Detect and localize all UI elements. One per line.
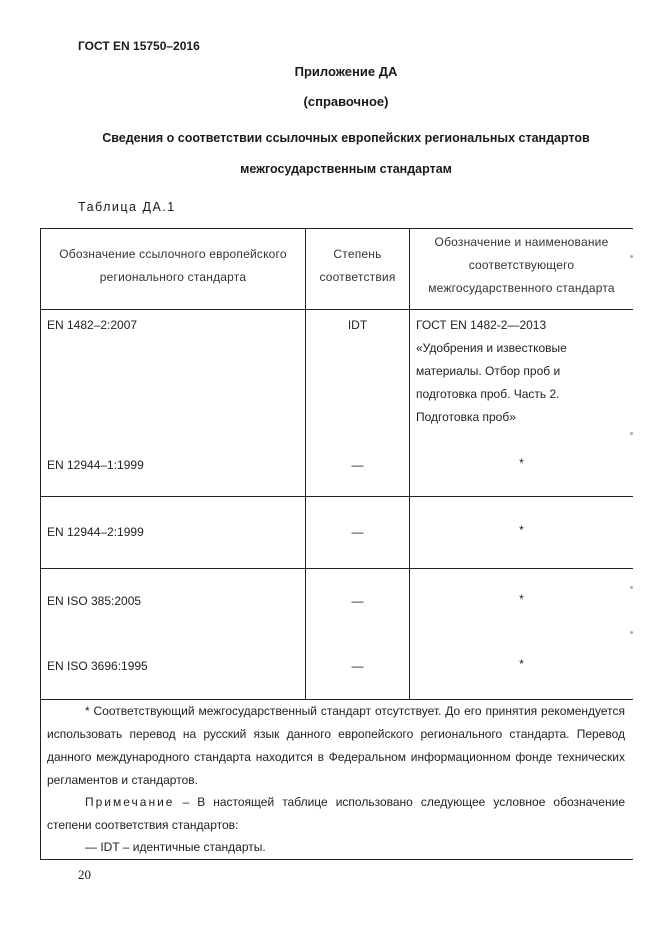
table-row-ref: EN ISO 385:2005 xyxy=(47,594,142,608)
table-row-degree: — xyxy=(351,525,364,539)
interstate-line: ГОСТ EN 1482-2—2013 xyxy=(416,318,547,332)
page-number: 20 xyxy=(78,867,91,882)
table-row-degree: — xyxy=(351,458,364,472)
table-row-interstate: * xyxy=(519,523,524,537)
header-bottom-line xyxy=(41,309,633,310)
table-row-ref: EN 1482–2:2007 xyxy=(47,318,138,332)
interstate-line: Подготовка проб» xyxy=(416,410,516,424)
table-row-ref: EN ISO 3696:1995 xyxy=(47,659,148,673)
edge-mark xyxy=(630,631,633,634)
document-title-line1: Сведения о соответствии ссылочных европейских региональных стандартов xyxy=(102,131,590,145)
edge-mark xyxy=(630,255,633,258)
row-line xyxy=(41,496,633,497)
table-row-degree: — xyxy=(351,659,364,673)
table-row-interstate: * xyxy=(519,456,524,470)
header-text: Обозначение и наименование xyxy=(434,235,609,249)
table-row-interstate xyxy=(416,314,567,429)
interstate-line: «Удобрения и известковые xyxy=(416,341,567,355)
table-row-ref: EN 12944–1:1999 xyxy=(47,458,144,472)
table-row-ref: EN 12944–2:1999 xyxy=(47,525,144,539)
header-text: Обозначение ссылочного европейского xyxy=(59,247,287,261)
header-text: Степень xyxy=(333,247,382,261)
table-note-item: — IDT – идентичные стандарты. xyxy=(85,840,266,854)
header-col-ref xyxy=(41,243,305,289)
document-header: ГОСТ EN 15750–2016 xyxy=(78,39,200,53)
row-line xyxy=(41,568,633,569)
header-col-interstate xyxy=(410,231,633,300)
document-title-line2: межгосударственным стандартам xyxy=(240,162,452,176)
table-note xyxy=(47,791,625,837)
table-row-interstate: * xyxy=(519,657,524,671)
header-text: соответствия xyxy=(319,270,396,284)
header-text: регионального стандарта xyxy=(99,270,247,284)
table-row-interstate: * xyxy=(519,592,524,606)
edge-mark xyxy=(630,586,633,589)
edge-mark xyxy=(630,432,633,435)
table-footnote: * Соответствующий межгосударственный стандарт отсутствует. До его принятия рекомендуется использовать перевод на русский язык данного европейского регионального стандарта. Перевод данного международного стандарта находится в Федеральном информационном фонде технических регламентов и стандартов. xyxy=(47,704,625,787)
header-col-degree xyxy=(306,243,409,289)
header-text: соответствующего xyxy=(468,258,575,272)
appendix-title: Приложение ДА xyxy=(294,64,398,79)
note-label: Примечание xyxy=(85,795,175,809)
interstate-line: материалы. Отбор проб и xyxy=(416,364,561,378)
correspondence-table xyxy=(40,228,633,860)
note-text: – В настоящей таблице использовано следующее условное обозначение степени соответствия стандартов: xyxy=(47,795,625,832)
header-text: межгосударственного стандарта xyxy=(428,281,615,295)
table-bottom-line xyxy=(41,859,633,860)
table-label: Таблица ДА.1 xyxy=(78,200,176,214)
table-row-degree: IDT xyxy=(347,318,368,332)
table-row-degree: — xyxy=(351,594,364,608)
interstate-line: подготовка проб. Часть 2. xyxy=(416,387,560,401)
appendix-subtitle: (справочное) xyxy=(303,94,389,109)
